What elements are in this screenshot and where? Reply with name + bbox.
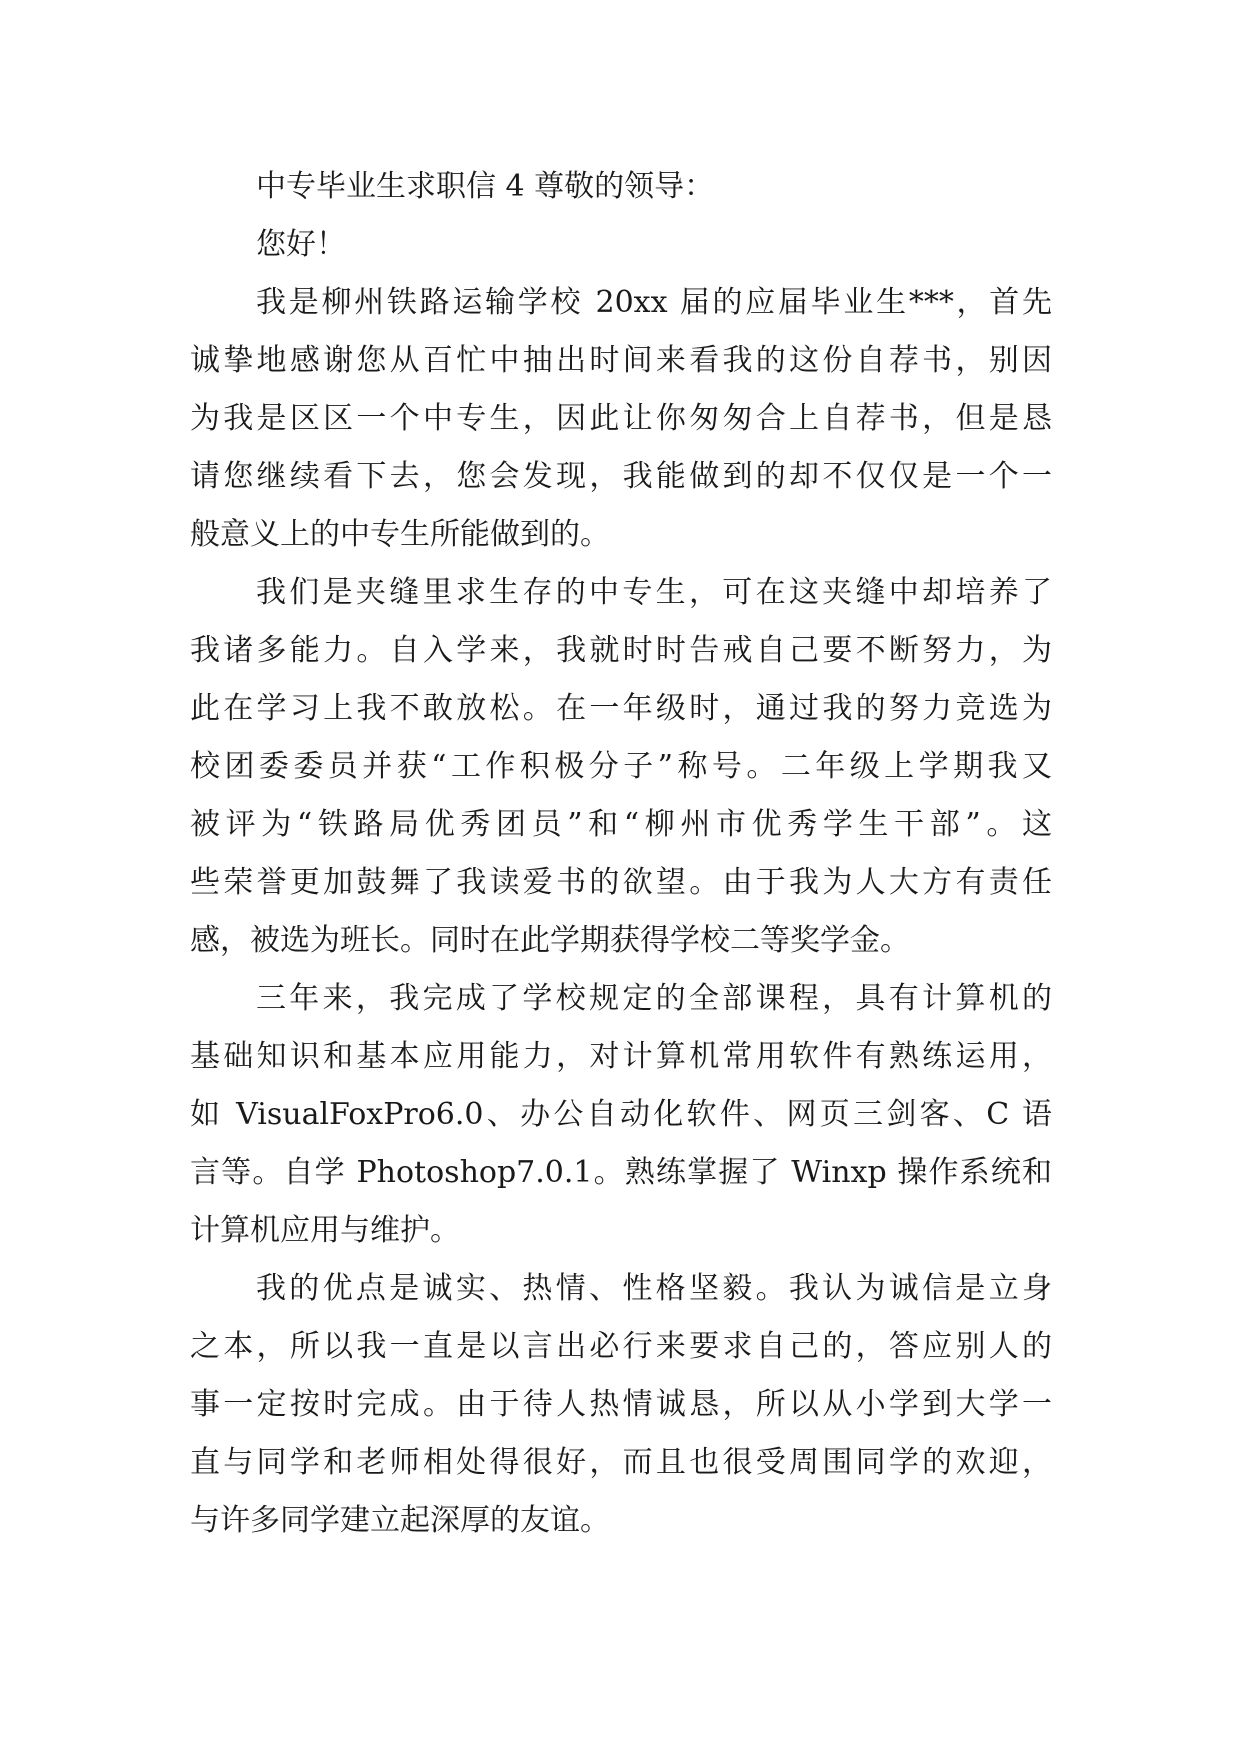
paragraph-3-line: 言等。自学 Photoshop7.0.1。熟练掌握了 Winxp 操作系统和 xyxy=(190,1155,1052,1190)
paragraph-1-line: 请您继续看下去，您会发现，我能做到的却不仅仅是一个一 xyxy=(190,459,1052,494)
paragraph-1-line: 诚挚地感谢您从百忙中抽出时间来看我的这份自荐书，别因 xyxy=(190,343,1052,378)
paragraph-4-line: 直与同学和老师相处得很好，而且也很受周围同学的欢迎， xyxy=(190,1445,1052,1480)
paragraph-3-line: 如 VisualFoxPro6.0、办公自动化软件、网页三剑客、C 语 xyxy=(190,1097,1052,1132)
paragraph-4-line: 与许多同学建立起深厚的友谊。 xyxy=(190,1503,610,1538)
paragraph-2-line: 感，被选为班长。同时在此学期获得学校二等奖学金。 xyxy=(190,923,910,958)
paragraph-2-line: 校团委委员并获“工作积极分子”称号。二年级上学期我又 xyxy=(190,749,1052,784)
paragraph-3-line: 基础知识和基本应用能力，对计算机常用软件有熟练运用， xyxy=(190,1039,1052,1074)
paragraph-4-line: 事一定按时完成。由于待人热情诚恳，所以从小学到大学一 xyxy=(190,1387,1052,1422)
paragraph-1-line: 为我是区区一个中专生，因此让你匆匆合上自荐书，但是恳 xyxy=(190,401,1052,436)
paragraph-2-line: 此在学习上我不敢放松。在一年级时，通过我的努力竞选为 xyxy=(190,691,1052,726)
greeting: 您好！ xyxy=(256,227,346,262)
paragraph-4-line: 之本，所以我一直是以言出必行来要求自己的，答应别人的 xyxy=(190,1329,1052,1364)
paragraph-2-line: 我们是夹缝里求生存的中专生，可在这夹缝中却培养了 xyxy=(256,575,1052,610)
paragraph-4-line: 我的优点是诚实、热情、性格坚毅。我认为诚信是立身 xyxy=(256,1271,1052,1306)
paragraph-2-line: 些荣誉更加鼓舞了我读爱书的欲望。由于我为人大方有责任 xyxy=(190,865,1052,900)
paragraph-3-line: 三年来，我完成了学校规定的全部课程，具有计算机的 xyxy=(256,981,1052,1016)
paragraph-1-line: 我是柳州铁路运输学校 20xx 届的应届毕业生***，首先 xyxy=(256,285,1052,320)
paragraph-3-line: 计算机应用与维护。 xyxy=(190,1213,460,1248)
paragraph-2-line: 被评为“铁路局优秀团员”和“柳州市优秀学生干部”。这 xyxy=(190,807,1052,842)
paragraph-2-line: 我诸多能力。自入学来，我就时时告戒自己要不断努力，为 xyxy=(190,633,1052,668)
paragraph-1-line: 般意义上的中专生所能做到的。 xyxy=(190,517,610,552)
letter-body xyxy=(190,158,1052,1550)
letter-heading: 中专毕业生求职信 4 尊敬的领导： xyxy=(256,169,715,204)
